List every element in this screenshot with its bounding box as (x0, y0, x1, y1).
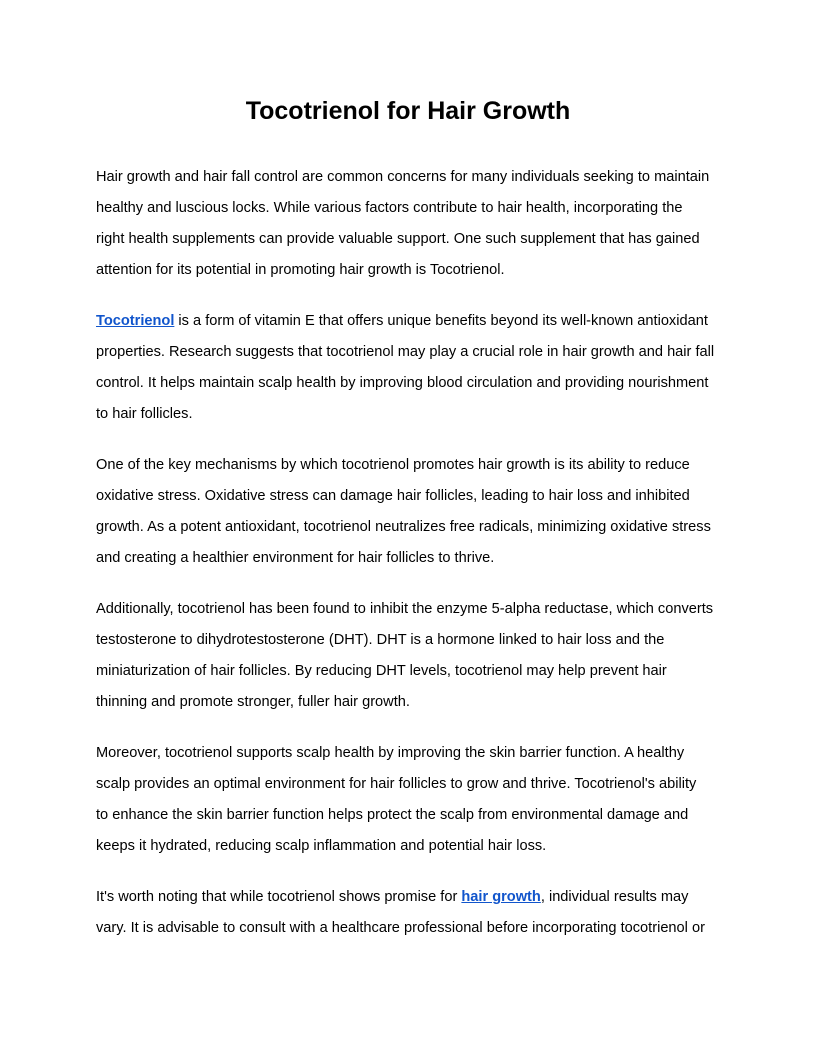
text-line: and creating a healthier environment for hair follicles to thrive. (96, 550, 495, 566)
text-line: properties. Research suggests that tocotrienol may play a crucial role in hair growth and hair fall (96, 344, 715, 360)
text-line (96, 882, 720, 913)
text-line: One of the key mechanisms by which tocotrienol promotes hair growth is its ability to reduce (96, 457, 690, 473)
text-line: healthy and luscious locks. While various factors contribute to hair health, incorporating the (96, 200, 683, 216)
paragraph-dht (96, 594, 720, 718)
text-line: growth. As a potent antioxidant, tocotrienol neutralizes free radicals, minimizing oxidative stress (96, 519, 711, 535)
document-body (96, 162, 720, 964)
paragraph-intro (96, 162, 720, 286)
text-line: miniaturization of hair follicles. By reducing DHT levels, tocotrienol may help prevent hair (96, 663, 667, 679)
page-title: Tocotrienol for Hair Growth (245, 97, 571, 125)
text-fragment: , individual results may (540, 889, 689, 905)
text-line: Moreover, tocotrienol supports scalp health by improving the skin barrier function. A healthy (96, 745, 685, 761)
text-fragment: is a form of vitamin E that offers unique benefits beyond its well-known antioxidant (174, 313, 708, 329)
text-line: vary. It is advisable to consult with a healthcare professional before incorporating tocotrienol or (96, 920, 705, 936)
text-line: keeps it hydrated, reducing scalp inflammation and potential hair loss. (96, 838, 547, 854)
text-fragment: It's worth noting that while tocotrienol shows promise for (96, 889, 462, 905)
hair-growth-link[interactable]: hair growth (461, 889, 541, 905)
text-line: to hair follicles. (96, 406, 193, 422)
paragraph-scalp-health (96, 738, 720, 862)
text-line: right health supplements can provide valuable support. One such supplement that has gained (96, 231, 700, 247)
text-line: thinning and promote stronger, fuller hair growth. (96, 694, 410, 710)
text-line: Hair growth and hair fall control are common concerns for many individuals seeking to maintain (96, 169, 710, 185)
text-line: oxidative stress. Oxidative stress can damage hair follicles, leading to hair loss and inhibited (96, 488, 690, 504)
text-line: attention for its potential in promoting hair growth is Tocotrienol. (96, 262, 505, 278)
text-line: control. It helps maintain scalp health by improving blood circulation and providing nourishment (96, 375, 709, 391)
text-line: Additionally, tocotrienol has been found to inhibit the enzyme 5-alpha reductase, which converts (96, 601, 714, 617)
paragraph-note (96, 882, 720, 944)
text-line: scalp provides an optimal environment for hair follicles to grow and thrive. Tocotrienol's ability (96, 776, 697, 792)
text-line: to enhance the skin barrier function helps protect the scalp from environmental damage and (96, 807, 689, 823)
tocotrienol-link[interactable]: Tocotrienol (96, 313, 175, 329)
text-line (96, 306, 720, 337)
paragraph-definition (96, 306, 720, 430)
paragraph-oxidative-stress (96, 450, 720, 574)
text-line: testosterone to dihydrotestosterone (DHT). DHT is a hormone linked to hair loss and the (96, 632, 665, 648)
